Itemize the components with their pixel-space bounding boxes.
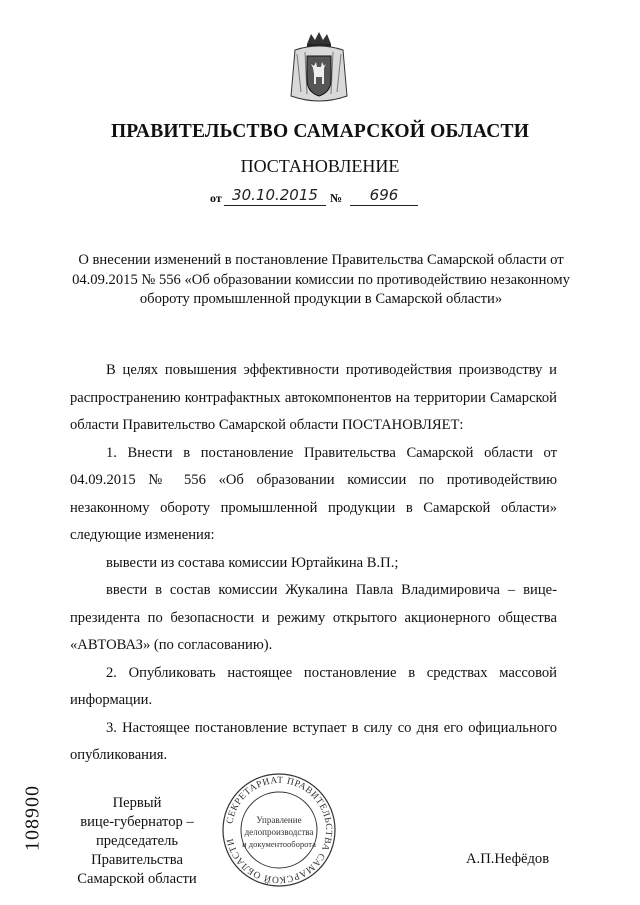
signer-position-line: вице-губернатор – xyxy=(80,814,194,830)
body-paragraph: 3. Настоящее постановление вступает в силу со дня его официального опубликования. xyxy=(70,719,557,763)
date-prefix: от xyxy=(210,191,222,205)
seal-inner-line: Управление xyxy=(256,815,302,825)
document-type: ПОСТАНОВЛЕНИЕ xyxy=(240,156,400,176)
registration-number: 108900 xyxy=(21,785,44,851)
document-body xyxy=(70,357,557,770)
date-value: 30.10.2015 xyxy=(224,185,326,206)
seal-outer-text: СЕКРЕТАРИАТ ПРАВИТЕЛЬСТВА САМАРСКОЙ ОБЛАСТИ xyxy=(225,775,334,885)
government-title: ПРАВИТЕЛЬСТВО САМАРСКОЙ ОБЛАСТИ xyxy=(110,121,530,142)
signer-position-line: Первый xyxy=(112,795,162,811)
official-seal-stamp xyxy=(220,771,338,889)
coat-of-arms-emblem xyxy=(287,30,351,104)
document-subject: О внесении изменений в постановление Правительства Самарской области от 04.09.2015 № 556 «Об образовании комиссии по противодействию незаконному обороту промышленной продукции в Самарской области» xyxy=(72,252,570,307)
body-paragraph: 2. Опубликовать настоящее постановление в средствах массовой информации. xyxy=(70,664,557,708)
body-paragraph: В целях повышения эффективности противодействия производству и распространению контрафактных автокомпонентов на территории Самарской области Правительство Самарской области ПОСТАНОВЛЯЕТ: xyxy=(70,362,557,433)
date-number-line xyxy=(210,186,440,212)
body-paragraph: 1. Внести в постановление Правительства Самарской области от 04.09.2015 № 556 «Об образовании комиссии по противодействию незаконному обороту промышленной продукции в Самарской области» следующие изменения: xyxy=(70,444,557,543)
body-paragraph: ввести в состав комиссии Жукалина Павла Владимировича – вице-президента по безопасности и режиму открытого акционерного общества «АВТОВАЗ» (по согласованию). xyxy=(70,582,557,653)
number-prefix: № xyxy=(330,191,343,205)
body-paragraph: вывести из состава комиссии Юртайкина В.П.; xyxy=(106,554,399,571)
seal-inner-line: и документооборота xyxy=(242,839,316,849)
signer-position-line: Самарской области xyxy=(77,871,197,887)
number-value: 696 xyxy=(350,185,418,206)
signer-name: А.П.Нефёдов xyxy=(466,851,550,867)
seal-inner-line: делопроизводства xyxy=(244,827,314,837)
signer-position xyxy=(52,794,222,889)
signer-position-line: председатель Правительства xyxy=(91,833,183,868)
